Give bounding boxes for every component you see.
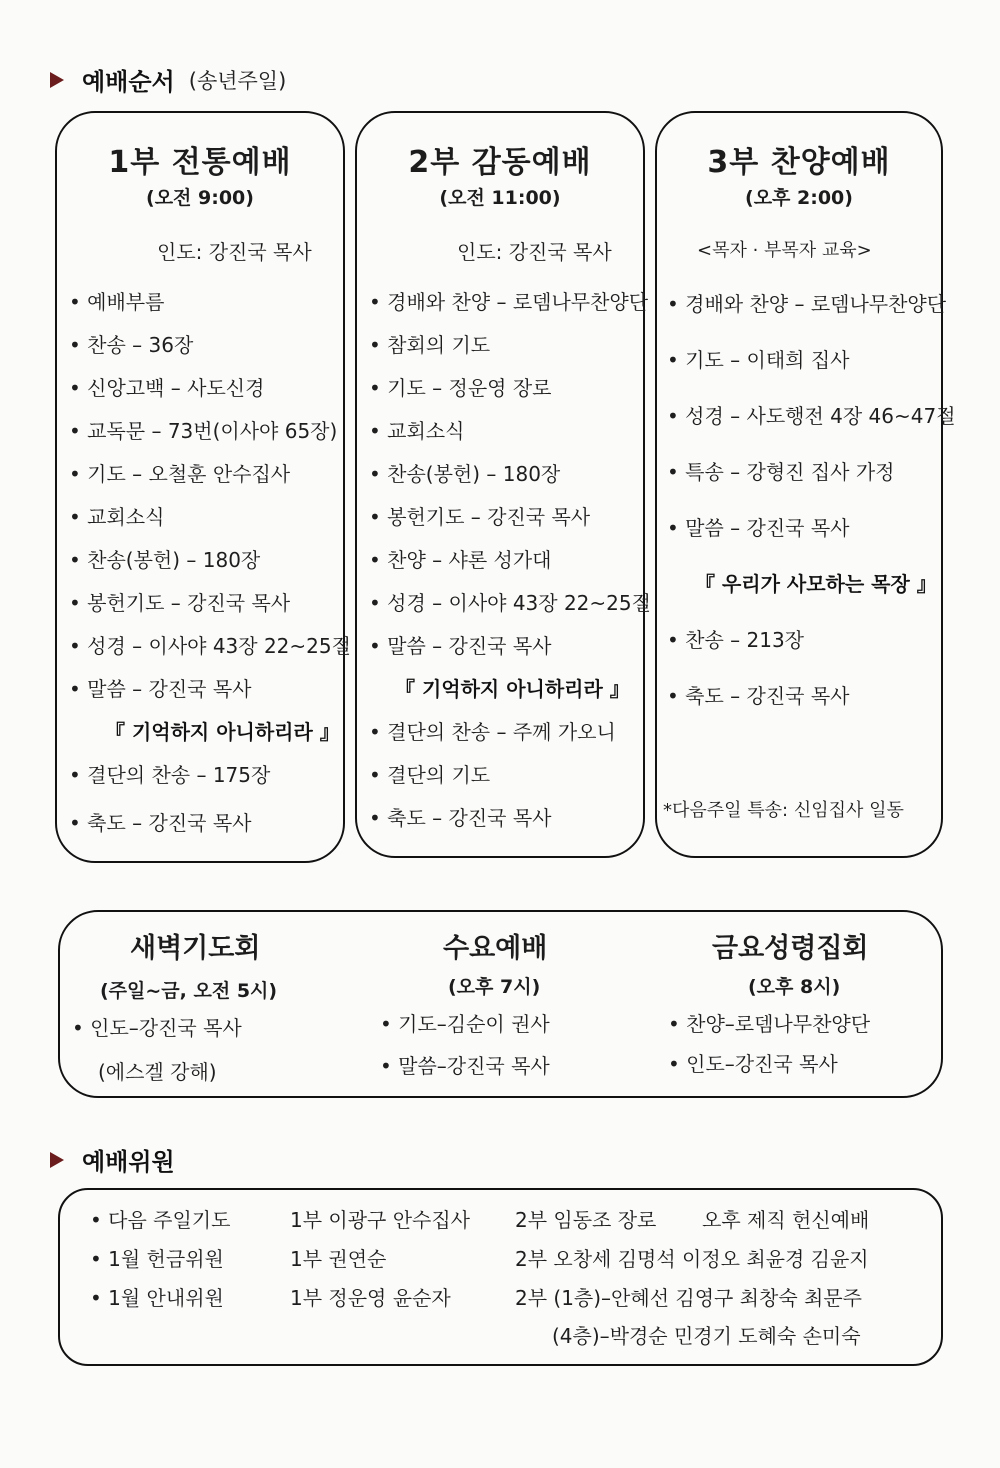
dawn-prayer-time: (주일~금, 오전 5시)	[100, 980, 278, 1002]
order-item: • 찬송(봉헌) – 180장	[69, 548, 261, 572]
section-title: 예배순서	[82, 68, 175, 96]
order-item: • 축도 – 강진국 목사	[69, 811, 252, 835]
order-item: • 신앙고백 – 사도신경	[69, 376, 265, 400]
order-item: • 축도 – 강진국 목사	[667, 684, 850, 708]
order-item: • 결단의 찬송 – 175장	[69, 763, 271, 787]
dawn-prayer-item: • 인도–강진국 목사	[72, 1016, 242, 1040]
section-subtitle: (송년주일)	[188, 68, 287, 93]
order-item: • 예배부름	[69, 290, 165, 314]
order-item: • 경배와 찬양 – 로뎀나무찬양단	[667, 292, 947, 316]
order-item: • 특송 – 강형진 집사 가정	[667, 460, 895, 484]
order-item: • 성경 – 이사야 43장 22~25절	[369, 591, 651, 615]
order-item: • 성경 – 사도행전 4장 46~47절	[667, 404, 956, 428]
worship-committee-header	[50, 1142, 175, 1177]
order-item: • 교독문 – 73번(이사야 65장)	[69, 419, 338, 443]
committee-second: (4층)–박경순 민경기 도혜숙 손미숙	[552, 1324, 861, 1348]
midweek-box	[58, 910, 943, 1098]
order-item: • 찬송 – 213장	[667, 628, 805, 652]
service-leader: 인도: 강진국 목사	[157, 240, 312, 264]
order-item: • 기도 – 이태희 집사	[667, 348, 850, 372]
wednesday-item: • 말씀–강진국 목사	[380, 1054, 550, 1078]
order-item: • 기도 – 정운영 장로	[369, 376, 552, 400]
worship-order-header	[50, 62, 286, 97]
committee-first: 1부 정운영 윤순자	[290, 1286, 451, 1310]
order-item: • 교회소식	[69, 505, 165, 529]
committee-label: • 다음 주일기도	[90, 1208, 231, 1232]
committee-second: 2부 임동조 장로	[515, 1208, 657, 1232]
section-title: 예배위원	[82, 1148, 175, 1176]
wednesday-item: • 기도–김순이 권사	[380, 1012, 550, 1036]
order-item: • 기도 – 오철훈 안수집사	[69, 462, 291, 486]
wednesday-time: (오후 7시)	[448, 976, 541, 998]
service-time: (오전 9:00)	[146, 187, 254, 209]
friday-item: • 인도–강진국 목사	[668, 1052, 838, 1076]
order-item: • 찬송(봉헌) – 180장	[369, 462, 561, 486]
sermon-title: 『 기억하지 아니하리라 』	[105, 720, 340, 744]
order-item: • 봉헌기도 – 강진국 목사	[69, 591, 291, 615]
committee-second: 2부 오창세 김명석 이정오 최윤경 김윤지	[515, 1247, 869, 1271]
dawn-prayer-title: 새벽기도회	[130, 933, 261, 964]
service-subtitle: <목자 · 부목자 교육>	[697, 240, 872, 261]
committee-afternoon: 오후 제직 헌신예배	[702, 1208, 870, 1232]
order-item: • 참회의 기도	[369, 333, 491, 357]
order-item: • 찬송 – 36장	[69, 333, 194, 357]
triangle-bullet-icon	[50, 1152, 64, 1168]
service-box-1	[55, 111, 351, 863]
service-title: 3부 찬양예배	[707, 145, 891, 180]
sermon-title: 『 기억하지 아니하리라 』	[395, 677, 630, 701]
committee-first: 1부 이광구 안수집사	[290, 1208, 470, 1232]
order-item: • 교회소식	[369, 419, 465, 443]
order-item: • 경배와 찬양 – 로뎀나무찬양단	[369, 290, 649, 314]
service-time: (오후 2:00)	[745, 187, 853, 209]
order-item: • 성경 – 이사야 43장 22~25절	[69, 634, 351, 658]
committee-second: 2부 (1층)–안혜선 김영구 최창숙 최문주	[515, 1286, 862, 1310]
service-title: 1부 전통예배	[108, 145, 292, 180]
order-item: • 결단의 찬송 – 주께 가오니	[369, 720, 616, 744]
order-item: • 찬양 – 샤론 성가대	[369, 548, 552, 572]
service-box-2	[355, 111, 651, 858]
order-item: • 말씀 – 강진국 목사	[667, 516, 850, 540]
committee-label: • 1월 헌금위원	[90, 1247, 224, 1271]
committee-first: 1부 권연순	[290, 1247, 387, 1271]
order-item: • 축도 – 강진국 목사	[369, 806, 552, 830]
service-title: 2부 감동예배	[408, 145, 592, 180]
dawn-prayer-item: (에스겔 강해)	[98, 1060, 217, 1084]
triangle-bullet-icon	[50, 72, 64, 88]
sermon-title: 『 우리가 사모하는 목장 』	[695, 572, 937, 596]
wednesday-title: 수요예배	[443, 933, 548, 964]
order-item: • 말씀 – 강진국 목사	[69, 677, 252, 701]
friday-title: 금요성령집회	[712, 933, 869, 964]
service-leader: 인도: 강진국 목사	[457, 240, 612, 264]
order-item: • 말씀 – 강진국 목사	[369, 634, 552, 658]
friday-item: • 찬양–로뎀나무찬양단	[668, 1012, 871, 1036]
committee-label: • 1월 안내위원	[90, 1286, 224, 1310]
service-time: (오전 11:00)	[439, 187, 561, 209]
friday-time: (오후 8시)	[748, 976, 841, 998]
next-week-note: *다음주일 특송: 신임집사 일동	[663, 800, 904, 821]
order-item: • 봉헌기도 – 강진국 목사	[369, 505, 591, 529]
service-box-3	[655, 111, 956, 858]
order-item: • 결단의 기도	[369, 763, 491, 787]
